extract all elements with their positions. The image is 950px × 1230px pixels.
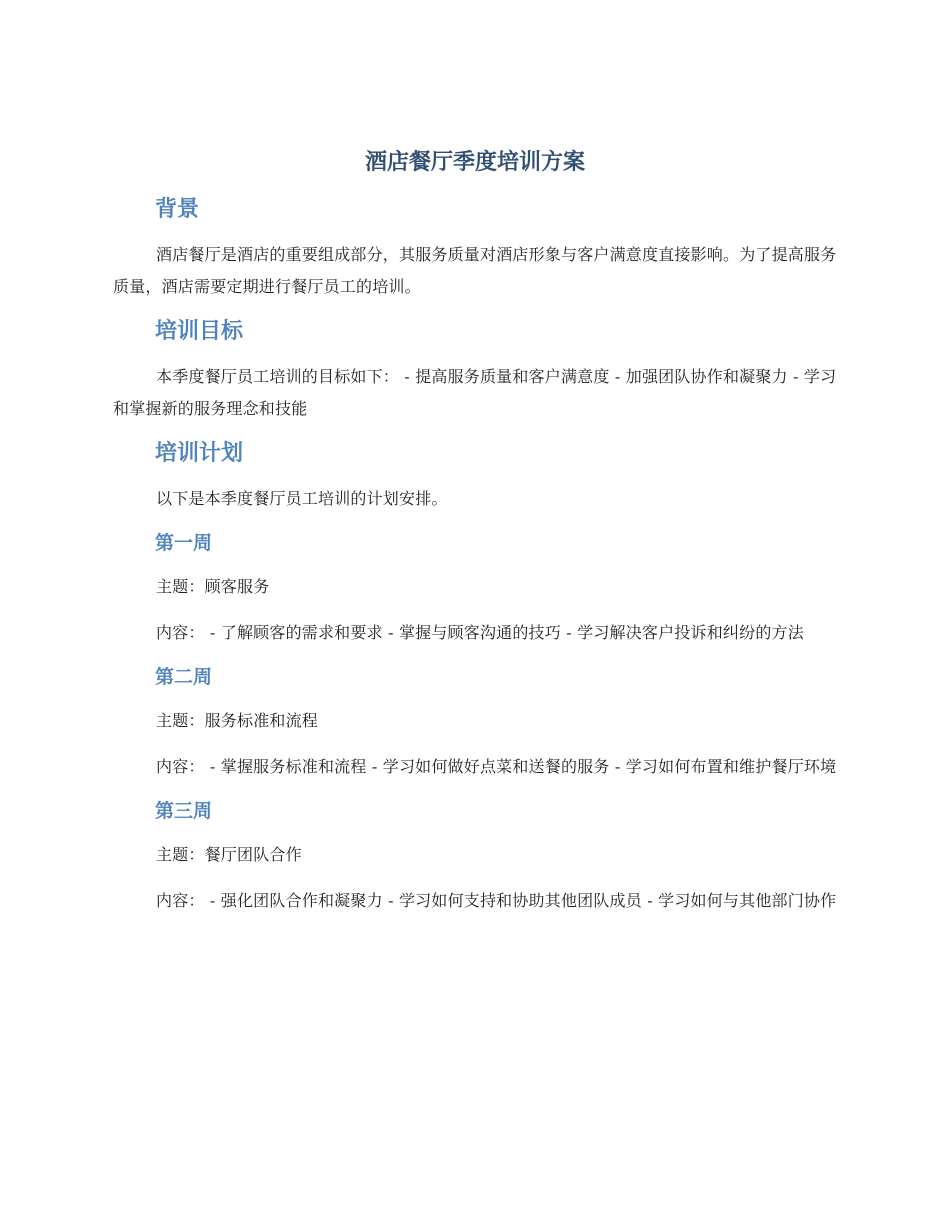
section-heading-goals: 培训目标 <box>155 319 244 344</box>
week-topic-2: 主题：服务标准和流程 <box>156 711 319 730</box>
page-title: 酒店餐厅季度培训方案 <box>364 150 585 175</box>
goals-paragraph: 本季度餐厅员工培训的目标如下： - 提高服务质量和客户满意度 - 加强团队协作和凝聚力 - 学习和掌握新的服务理念和技能 <box>113 367 837 418</box>
week-content-1: 内容： - 了解顾客的需求和要求 - 掌握与顾客沟通的技巧 - 学习解决客户投诉和纠纷的方法 <box>156 623 804 642</box>
week-heading-1: 第一周 <box>155 532 213 554</box>
week-topic-3: 主题：餐厅团队合作 <box>156 845 302 864</box>
section-heading-plan: 培训计划 <box>155 441 244 466</box>
week-heading-3: 第三周 <box>155 800 213 822</box>
background-paragraph: 酒店餐厅是酒店的重要组成部分，其服务质量对酒店形象与客户满意度直接影响。为了提高服务质量，酒店需要定期进行餐厅员工的培训。 <box>113 245 837 296</box>
week-heading-2: 第二周 <box>155 666 213 688</box>
document-page <box>113 145 837 931</box>
plan-paragraph: 以下是本季度餐厅员工培训的计划安排。 <box>156 489 448 508</box>
week-topic-1: 主题：顾客服务 <box>156 577 270 596</box>
week-content-3: 内容： - 强化团队合作和凝聚力 - 学习如何支持和协助其他团队成员 - 学习如何与其他部门协作 <box>156 891 837 910</box>
week-content-2: 内容： - 掌握服务标准和流程 - 学习如何做好点菜和送餐的服务 - 学习如何布置和维护餐厅环境 <box>156 757 837 776</box>
section-heading-background: 背景 <box>155 197 200 222</box>
